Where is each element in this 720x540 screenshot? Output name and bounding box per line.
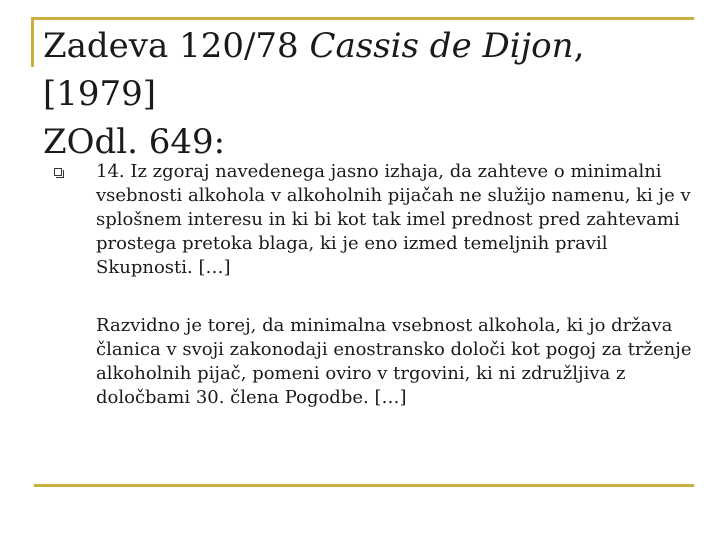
frame-top-line <box>31 17 694 20</box>
frame-bottom-line <box>34 484 694 487</box>
title-case-number: Zadeva 120/78 <box>43 26 310 66</box>
hollow-square-bullet-icon <box>54 168 62 176</box>
title-year: , [1979] <box>43 26 585 114</box>
paragraph-conclusion: Razvidno je torej, da minimalna vsebnost alkohola, ki jo država članica v svoji zakonodaji enostransko določi kot pogoj za trženje alkoholnih pijač, pomeni oviro v trgovini, ki ni združljiva z določbami 30. člena Pogodbe. […] <box>96 315 692 408</box>
slide-title <box>43 22 703 166</box>
frame-left-line <box>31 17 34 67</box>
paragraph-14: 14. Iz zgoraj navedenega jasno izhaja, da zahteve o minimalni vsebnosti alkohola v alkoholnih pijačah ne služijo namenu, ki je v splošnem interesu in ki bi kot tak imel prednost pred zahtevami prostega pretoka blaga, ki je eno izmed temeljnih pravil Skupnosti. […] <box>96 161 691 278</box>
title-line-1 <box>43 22 703 118</box>
title-line-2: ZOdl. 649: <box>43 122 226 162</box>
title-case-name: Cassis de Dijon <box>309 26 574 66</box>
